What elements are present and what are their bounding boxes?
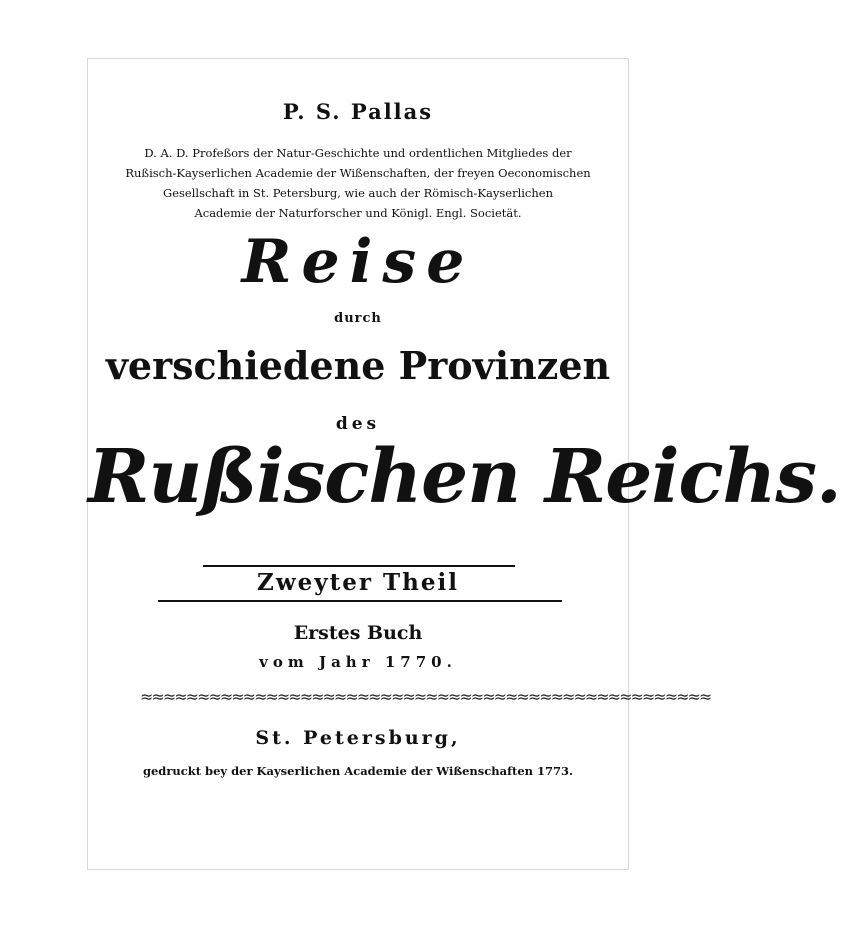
author-credentials (88, 143, 628, 223)
ornamental-border (140, 687, 711, 706)
title-page (87, 58, 841, 870)
publication-place: St. Petersburg, (255, 727, 461, 749)
part-label: Zweyter Theil (257, 569, 459, 596)
divider-rule-top (203, 565, 515, 567)
title-main: Reise (241, 227, 475, 297)
credentials-line: Academie der Naturforscher und Königl. Engl. Societät. (194, 206, 522, 220)
year-line: vom Jahr 1770. (259, 653, 457, 671)
title-line-empire: Rußischen Reichs. (88, 434, 841, 520)
credentials-line: Gesellschaft in St. Petersburg, wie auch der Römisch-Kayserlichen (163, 186, 553, 200)
credentials-line: D. A. D. Profeßors der Natur-Geschichte und ordentlichen Mitgliedes der (144, 146, 572, 160)
credentials-line: Rußisch-Kayserlichen Academie der Wißenschaften, der freyen Oeconomischen (125, 166, 591, 180)
book-label: Erstes Buch (293, 622, 423, 644)
imprint-line: gedruckt bey der Kayserlichen Academie der Wißenschaften 1773. (142, 764, 574, 778)
author-name: P. S. Pallas (282, 99, 434, 124)
title-connector-des: des (335, 414, 381, 434)
title-connector-durch: durch (334, 311, 382, 326)
title-line-provinces: verschiedene Provinzen (105, 343, 611, 388)
divider-rule-bottom (158, 600, 562, 602)
ornament-glyphs: ≈≈≈≈≈≈≈≈≈≈≈≈≈≈≈≈≈≈≈≈≈≈≈≈≈≈≈≈≈≈≈≈≈≈≈≈≈≈≈≈≈≈≈≈≈≈≈≈≈≈ (140, 687, 711, 706)
